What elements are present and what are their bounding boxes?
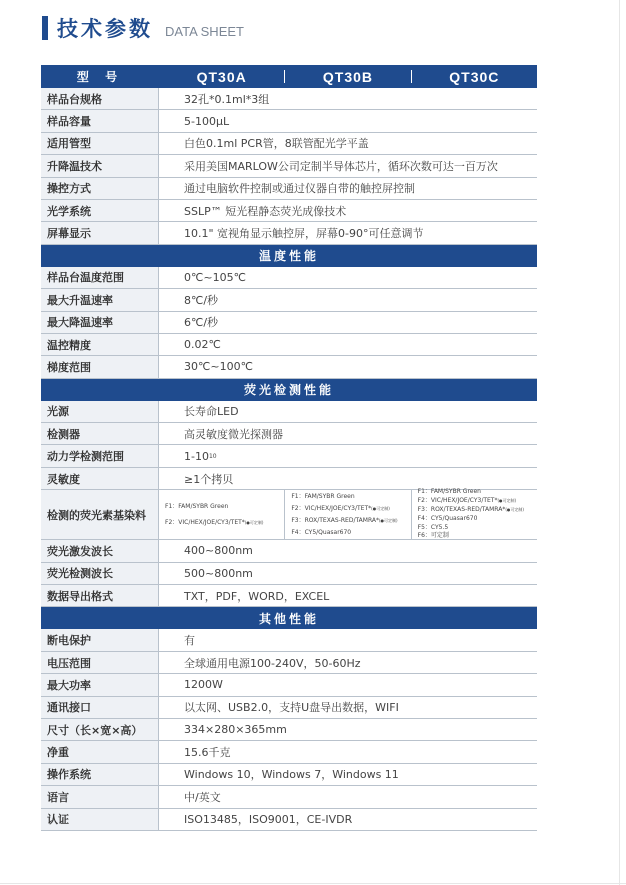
spec-row	[41, 786, 537, 808]
spec-key: 通讯接口	[41, 697, 159, 718]
dye-name: F4：CY5/Quasar670	[417, 514, 478, 522]
model-qt30b: QT30B	[322, 68, 374, 85]
dye-name: F6：可定制	[417, 532, 449, 540]
spec-value: 6℃/秒	[184, 316, 219, 330]
spec-key: 检测的荧光素基染料	[41, 490, 159, 539]
model-qt30a: QT30A	[196, 68, 247, 85]
section-temperature: 温度性能	[41, 245, 537, 267]
section-fluorescence: 荧光检测性能	[41, 379, 537, 401]
spec-key: 灵敏度	[41, 468, 159, 489]
spec-key: 操作系统	[41, 764, 159, 785]
spec-row	[41, 423, 537, 445]
dynamic-range-exponent: 10	[208, 452, 217, 460]
spec-row	[41, 267, 537, 289]
header-accent-bar	[42, 16, 48, 40]
spec-value: 有	[184, 634, 195, 648]
dye-item	[418, 515, 537, 524]
spec-key: 温控精度	[41, 334, 159, 355]
spec-row	[41, 563, 537, 585]
page-subtitle: DATA SHEET	[165, 23, 244, 39]
spec-key: 荧光检测波长	[41, 563, 159, 584]
spec-value: SSLP™ 短光程静态荧光成像技术	[184, 204, 347, 218]
spec-row	[41, 764, 537, 786]
page-header	[42, 14, 244, 42]
spec-key: 检测器	[41, 423, 159, 444]
spec-value: 白色0.1ml PCR管，8联管配光学平盖	[184, 137, 369, 151]
spec-value: 以太网、USB2.0，支持U盘导出数据，WIFI	[184, 701, 399, 715]
model-label: 型 号	[76, 70, 124, 84]
spec-key: 样品台规格	[41, 88, 159, 109]
dye-columns	[159, 490, 537, 539]
dye-item	[291, 491, 410, 503]
spec-value: 采用美国MARLOW公司定制半导体芯片，循环次数可达一百万次	[184, 159, 498, 173]
dye-name: F1：FAM/SYBR Green	[165, 502, 229, 510]
dye-item	[291, 503, 410, 515]
page-edge-right	[619, 0, 620, 885]
dye-name: F1：FAM/SYBR Green	[291, 492, 355, 500]
spec-key: 语言	[41, 786, 159, 807]
spec-key: 荧光激发波长	[41, 540, 159, 561]
spec-row	[41, 289, 537, 311]
spec-row	[41, 110, 537, 132]
spec-value: 全球通用电源100-240V，50-60Hz	[184, 656, 361, 670]
dye-name: F3：ROX/TEXAS-RED/TAMRA*	[417, 505, 506, 513]
spec-value: 0℃~105℃	[184, 270, 246, 284]
page-edge-bottom	[0, 883, 626, 884]
spec-key: 动力学检测范围	[41, 445, 159, 466]
spec-value: 通过电脑软件控制或通过仪器自带的触控屏控制	[184, 182, 415, 196]
spec-key: 梯度范围	[41, 356, 159, 377]
dye-item	[418, 497, 537, 506]
dye-name: F4：CY5/Quasar670	[291, 528, 352, 536]
spec-value: 15.6千克	[184, 746, 231, 760]
dynamic-range-base: 1-10	[184, 449, 209, 463]
page-title: 技术参数	[57, 17, 153, 41]
spec-value: 500~800nm	[184, 566, 253, 580]
spec-key: 样品台温度范围	[41, 267, 159, 288]
general-spec-group	[41, 88, 537, 245]
spec-row	[41, 155, 537, 177]
spec-value: 32孔*0.1ml*3组	[184, 92, 270, 106]
model-header-row	[41, 65, 537, 88]
dye-name: F3：ROX/TEXAS-RED/TAMRA*	[291, 516, 379, 524]
spec-row	[41, 809, 537, 831]
spec-row-dyes	[41, 490, 537, 540]
spec-row	[41, 356, 537, 378]
spec-key: 尺寸（长×宽×高）	[41, 719, 159, 740]
dye-name: F2：VIC/HEX/JOE/CY3/TET*	[417, 497, 498, 505]
customizable-note: (●可定制)	[244, 519, 264, 525]
dye-name: F1：FAM/SYBR Green	[417, 488, 481, 496]
dye-column-qt30b	[285, 490, 411, 539]
spec-value: 8℃/秒	[184, 293, 219, 307]
spec-key: 最大升温速率	[41, 289, 159, 310]
spec-value: 30℃~100℃	[184, 360, 253, 374]
spec-row	[41, 585, 537, 607]
spec-key: 最大降温速率	[41, 312, 159, 333]
spec-row	[41, 312, 537, 334]
spec-value: 1200W	[184, 678, 223, 692]
dye-name: F2：VIC/HEX/JOE/CY3/TET*	[291, 504, 372, 512]
spec-key: 光源	[41, 401, 159, 422]
spec-value: 334×280×365mm	[184, 723, 287, 737]
spec-key: 适用管型	[41, 133, 159, 154]
spec-key: 样品容量	[41, 110, 159, 131]
spec-row	[41, 629, 537, 651]
spec-row	[41, 540, 537, 562]
spec-key: 断电保护	[41, 629, 159, 650]
dye-column-qt30a	[159, 490, 285, 539]
spec-key: 最大功率	[41, 674, 159, 695]
dye-name: F5：CY5.5	[417, 523, 449, 531]
spec-value: TXT，PDF，WORD，EXCEL	[184, 589, 330, 603]
spec-row	[41, 719, 537, 741]
spec-value: 中/英文	[184, 790, 221, 804]
section-other: 其他性能	[41, 607, 537, 629]
spec-key: 电压范围	[41, 652, 159, 673]
dye-column-qt30c	[412, 490, 537, 539]
customizable-note: (●可定制)	[371, 505, 390, 511]
spec-value	[159, 445, 537, 466]
dye-item	[165, 515, 284, 531]
spec-row	[41, 741, 537, 763]
spec-value: 400~800nm	[184, 544, 253, 558]
dye-name: F2：VIC/HEX/JOE/CY3/TET*	[165, 518, 245, 526]
spec-row	[41, 178, 537, 200]
spec-key: 数据导出格式	[41, 585, 159, 606]
spec-row	[41, 674, 537, 696]
spec-row-dynamic-range	[41, 445, 537, 467]
fluorescence-spec-group	[41, 401, 537, 446]
spec-value: 10.1" 宽视角显示触控屏，屏幕0-90°可任意调节	[184, 227, 424, 241]
spec-value: ≥1个拷贝	[184, 472, 234, 486]
spec-row	[41, 334, 537, 356]
customizable-note: (●可定制)	[505, 506, 524, 512]
spec-key: 操控方式	[41, 178, 159, 199]
spec-value: ISO13485，ISO9001，CE-IVDR	[184, 813, 353, 827]
spec-key: 升降温技术	[41, 155, 159, 176]
fluorescence-spec-group-2	[41, 540, 537, 607]
model-qt30c: QT30C	[449, 68, 500, 85]
spec-value: 0.02℃	[184, 338, 221, 352]
dye-item	[418, 488, 537, 497]
spec-row	[41, 401, 537, 423]
customizable-note: (●可定制)	[497, 498, 517, 504]
spec-row	[41, 222, 537, 244]
spec-row	[41, 697, 537, 719]
spec-row	[41, 133, 537, 155]
dye-item	[165, 499, 284, 515]
temperature-spec-group	[41, 267, 537, 379]
spec-key: 净重	[41, 741, 159, 762]
spec-key: 认证	[41, 809, 159, 830]
spec-row	[41, 652, 537, 674]
spec-key: 屏幕显示	[41, 222, 159, 243]
spec-value: 5-100μL	[184, 114, 230, 128]
dye-item	[291, 527, 410, 539]
spec-row	[41, 200, 537, 222]
spec-value: Windows 10，Windows 7，Windows 11	[184, 768, 399, 782]
spec-table	[41, 65, 537, 831]
spec-key: 光学系统	[41, 200, 159, 221]
other-spec-group	[41, 629, 537, 831]
dye-item	[418, 506, 537, 515]
spec-row	[41, 88, 537, 110]
spec-row-sensitivity	[41, 468, 537, 490]
spec-value: 高灵敏度微光探测器	[184, 427, 283, 441]
spec-value: 长寿命LED	[184, 405, 239, 419]
dye-item	[291, 515, 410, 527]
customizable-note: (●可定制)	[379, 517, 398, 523]
